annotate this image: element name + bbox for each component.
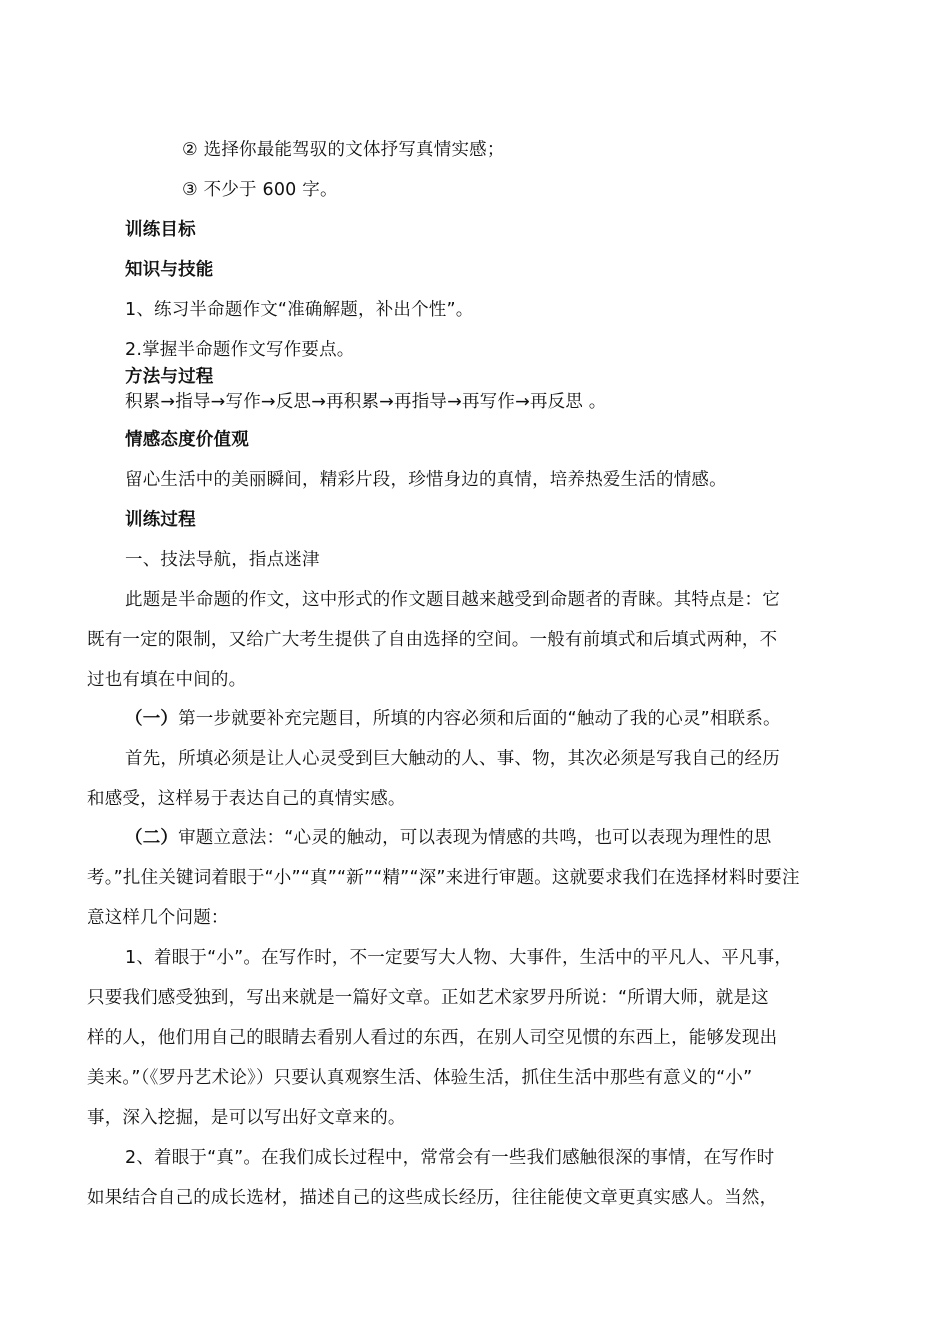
knowledge-item-1: 1、练习半命题作文“准确解题，补出个性”。 — [125, 300, 474, 320]
heading-training-goal: 训练目标 — [125, 220, 196, 240]
paragraph-2 — [125, 707, 781, 731]
paragraph-1-line-3: 过也有填在中间的。 — [87, 670, 247, 690]
requirement-3: ③ 不少于 600 字。 — [182, 180, 338, 200]
section-1-title: 一、技法导航，指点迷津 — [125, 550, 320, 570]
paragraph-6-line-1: 2、着眼于“真”。在我们成长过程中，常常会有一些我们感触很深的事情，在写作时 — [125, 1148, 775, 1168]
paragraph-5-line-1: 1、着眼于“小”。在写作时，不一定要写大人物、大事件，生活中的平凡人、平凡事， — [125, 948, 793, 968]
paragraph-1-line-1: 此题是半命题的作文，这中形式的作文题目越来越受到命题者的青睐。其特点是：它 — [125, 590, 780, 610]
heading-knowledge-skills: 知识与技能 — [125, 260, 214, 280]
paragraph-5-line-5: 事，深入挖掘，是可以写出好文章来的。 — [87, 1108, 406, 1128]
paragraph-3-line-2: 和感受，这样易于表达自己的真情实感。 — [87, 789, 406, 809]
emotion-text: 留心生活中的美丽瞬间，精彩片段，珍惜身边的真情，培养热爱生活的情感。 — [125, 470, 727, 490]
paragraph-5-line-3: 样的人，他们用自己的眼睛去看别人看过的东西，在别人司空见惯的东西上，能够发现出 — [87, 1028, 778, 1048]
paragraph-3-line-1: 首先，所填必须是让人心灵受到巨大触动的人、事、物，其次必须是写我自己的经历 — [125, 749, 780, 769]
paragraph-6-line-2: 如果结合自己的成长选材，描述自己的这些成长经历，往往能使文章更真实感人。当然， — [87, 1188, 778, 1208]
paragraph-5-line-4: 美来。”（《罗丹艺术论》）只要认真观察生活、体验生活，抓住生活中那些有意义的“小” — [87, 1068, 753, 1088]
paragraph-4-line-1-text: 审题立意法：“心灵的触动，可以表现为情感的共鸣，也可以表现为理性的思 — [178, 828, 772, 848]
paragraph-4-marker: （二） — [125, 828, 179, 848]
paragraph-4-line-1 — [125, 826, 771, 850]
paragraph-4-line-3: 意这样几个问题： — [87, 908, 229, 928]
heading-emotion-values: 情感态度价值观 — [125, 430, 249, 450]
method-text: 积累→指导→写作→反思→再积累→再指导→再写作→再反思 。 — [125, 392, 607, 412]
paragraph-2-marker: （一） — [125, 709, 179, 729]
paragraph-2-text: 第一步就要补充完题目，所填的内容必须和后面的“触动了我的心灵”相联系。 — [178, 709, 781, 729]
requirement-2: ② 选择你最能驾驭的文体抒写真情实感； — [182, 140, 505, 160]
paragraph-1-line-2: 既有一定的限制，又给广大考生提供了自由选择的空间。一般有前填式和后填式两种，不 — [87, 630, 778, 650]
heading-method-process: 方法与过程 — [125, 367, 214, 387]
paragraph-5-line-2: 只要我们感受独到，写出来就是一篇好文章。正如艺术家罗丹所说：“所谓大师，就是这 — [87, 988, 769, 1008]
heading-training-process: 训练过程 — [125, 510, 196, 530]
knowledge-item-2: 2.掌握半命题作文写作要点。 — [125, 340, 355, 360]
paragraph-4-line-2: 考。”扎住关键词着眼于“小”“真”“新”“精”“深”来进行审题。这就要求我们在选择材料时要注 — [87, 868, 800, 888]
